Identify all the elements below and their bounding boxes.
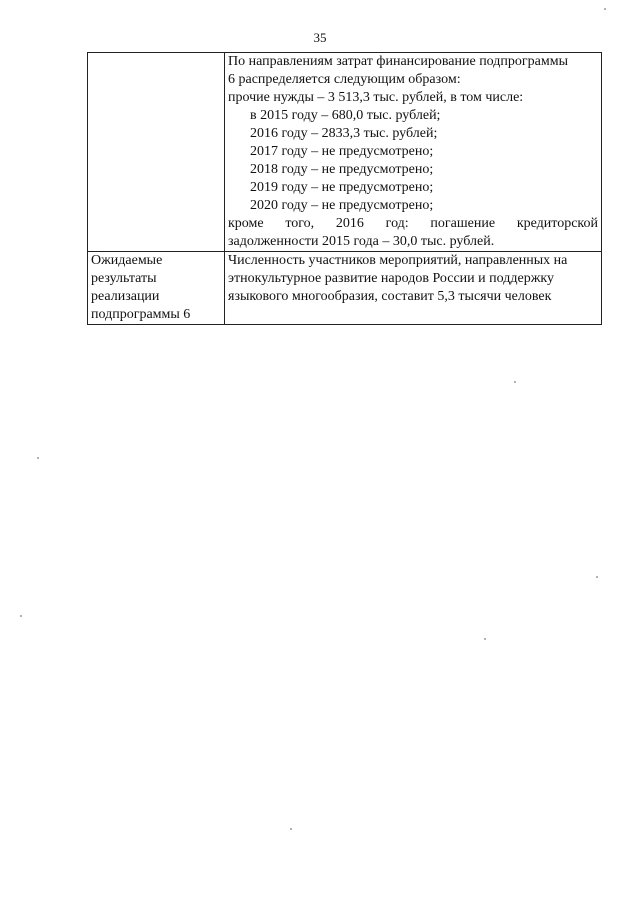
page-number: 35 — [313, 30, 327, 45]
financing-year-2015: в 2015 году – 680,0 тыс. рублей; — [250, 108, 441, 123]
results-label-line-4: подпрограммы 6 — [91, 307, 191, 322]
financing-line-10: кроме того, 2016 год: погашение кредиторской — [228, 216, 598, 231]
cell-financing-text — [225, 53, 602, 252]
results-label-line-3: реализации — [91, 289, 160, 304]
subprogram-table — [87, 52, 602, 325]
financing-year-2019: 2019 году – не предусмотрено; — [250, 180, 434, 195]
financing-year-2017: 2017 году – не предусмотрено; — [250, 144, 434, 159]
scan-speck — [20, 615, 22, 617]
results-label-line-1: Ожидаемые — [91, 253, 163, 268]
financing-year-2020: 2020 году – не предусмотрено; — [250, 198, 434, 213]
cell-label-empty — [88, 53, 225, 252]
scan-speck — [37, 457, 39, 459]
financing-year-2018: 2018 году – не предусмотрено; — [250, 162, 434, 177]
results-text-line-3: языкового многообразия, составит 5,3 тысячи человек — [228, 289, 552, 304]
financing-line-2: 6 распределяется следующим образом: — [228, 72, 461, 87]
results-text-line-1: Численность участников мероприятий, направленных на — [228, 253, 568, 268]
scan-speck — [514, 381, 516, 383]
financing-line-1: По направлениям затрат финансирование подпрограммы — [228, 54, 568, 69]
financing-line-11: задолженности 2015 года – 30,0 тыс. рублей. — [228, 234, 495, 249]
financing-line-3: прочие нужды – 3 513,3 тыс. рублей, в том числе: — [228, 90, 524, 105]
financing-year-2016: 2016 году – 2833,3 тыс. рублей; — [250, 126, 438, 141]
scan-speck — [596, 576, 598, 578]
results-text-line-2: этнокультурное развитие народов России и поддержку — [228, 271, 554, 286]
scan-speck — [290, 828, 292, 830]
scan-speck — [484, 638, 486, 640]
cell-label-results — [88, 252, 225, 325]
table-row-financing — [88, 53, 602, 252]
table-row-results — [88, 252, 602, 325]
scan-speck — [604, 8, 606, 10]
results-label-line-2: результаты — [91, 271, 157, 286]
cell-results-text — [225, 252, 602, 325]
